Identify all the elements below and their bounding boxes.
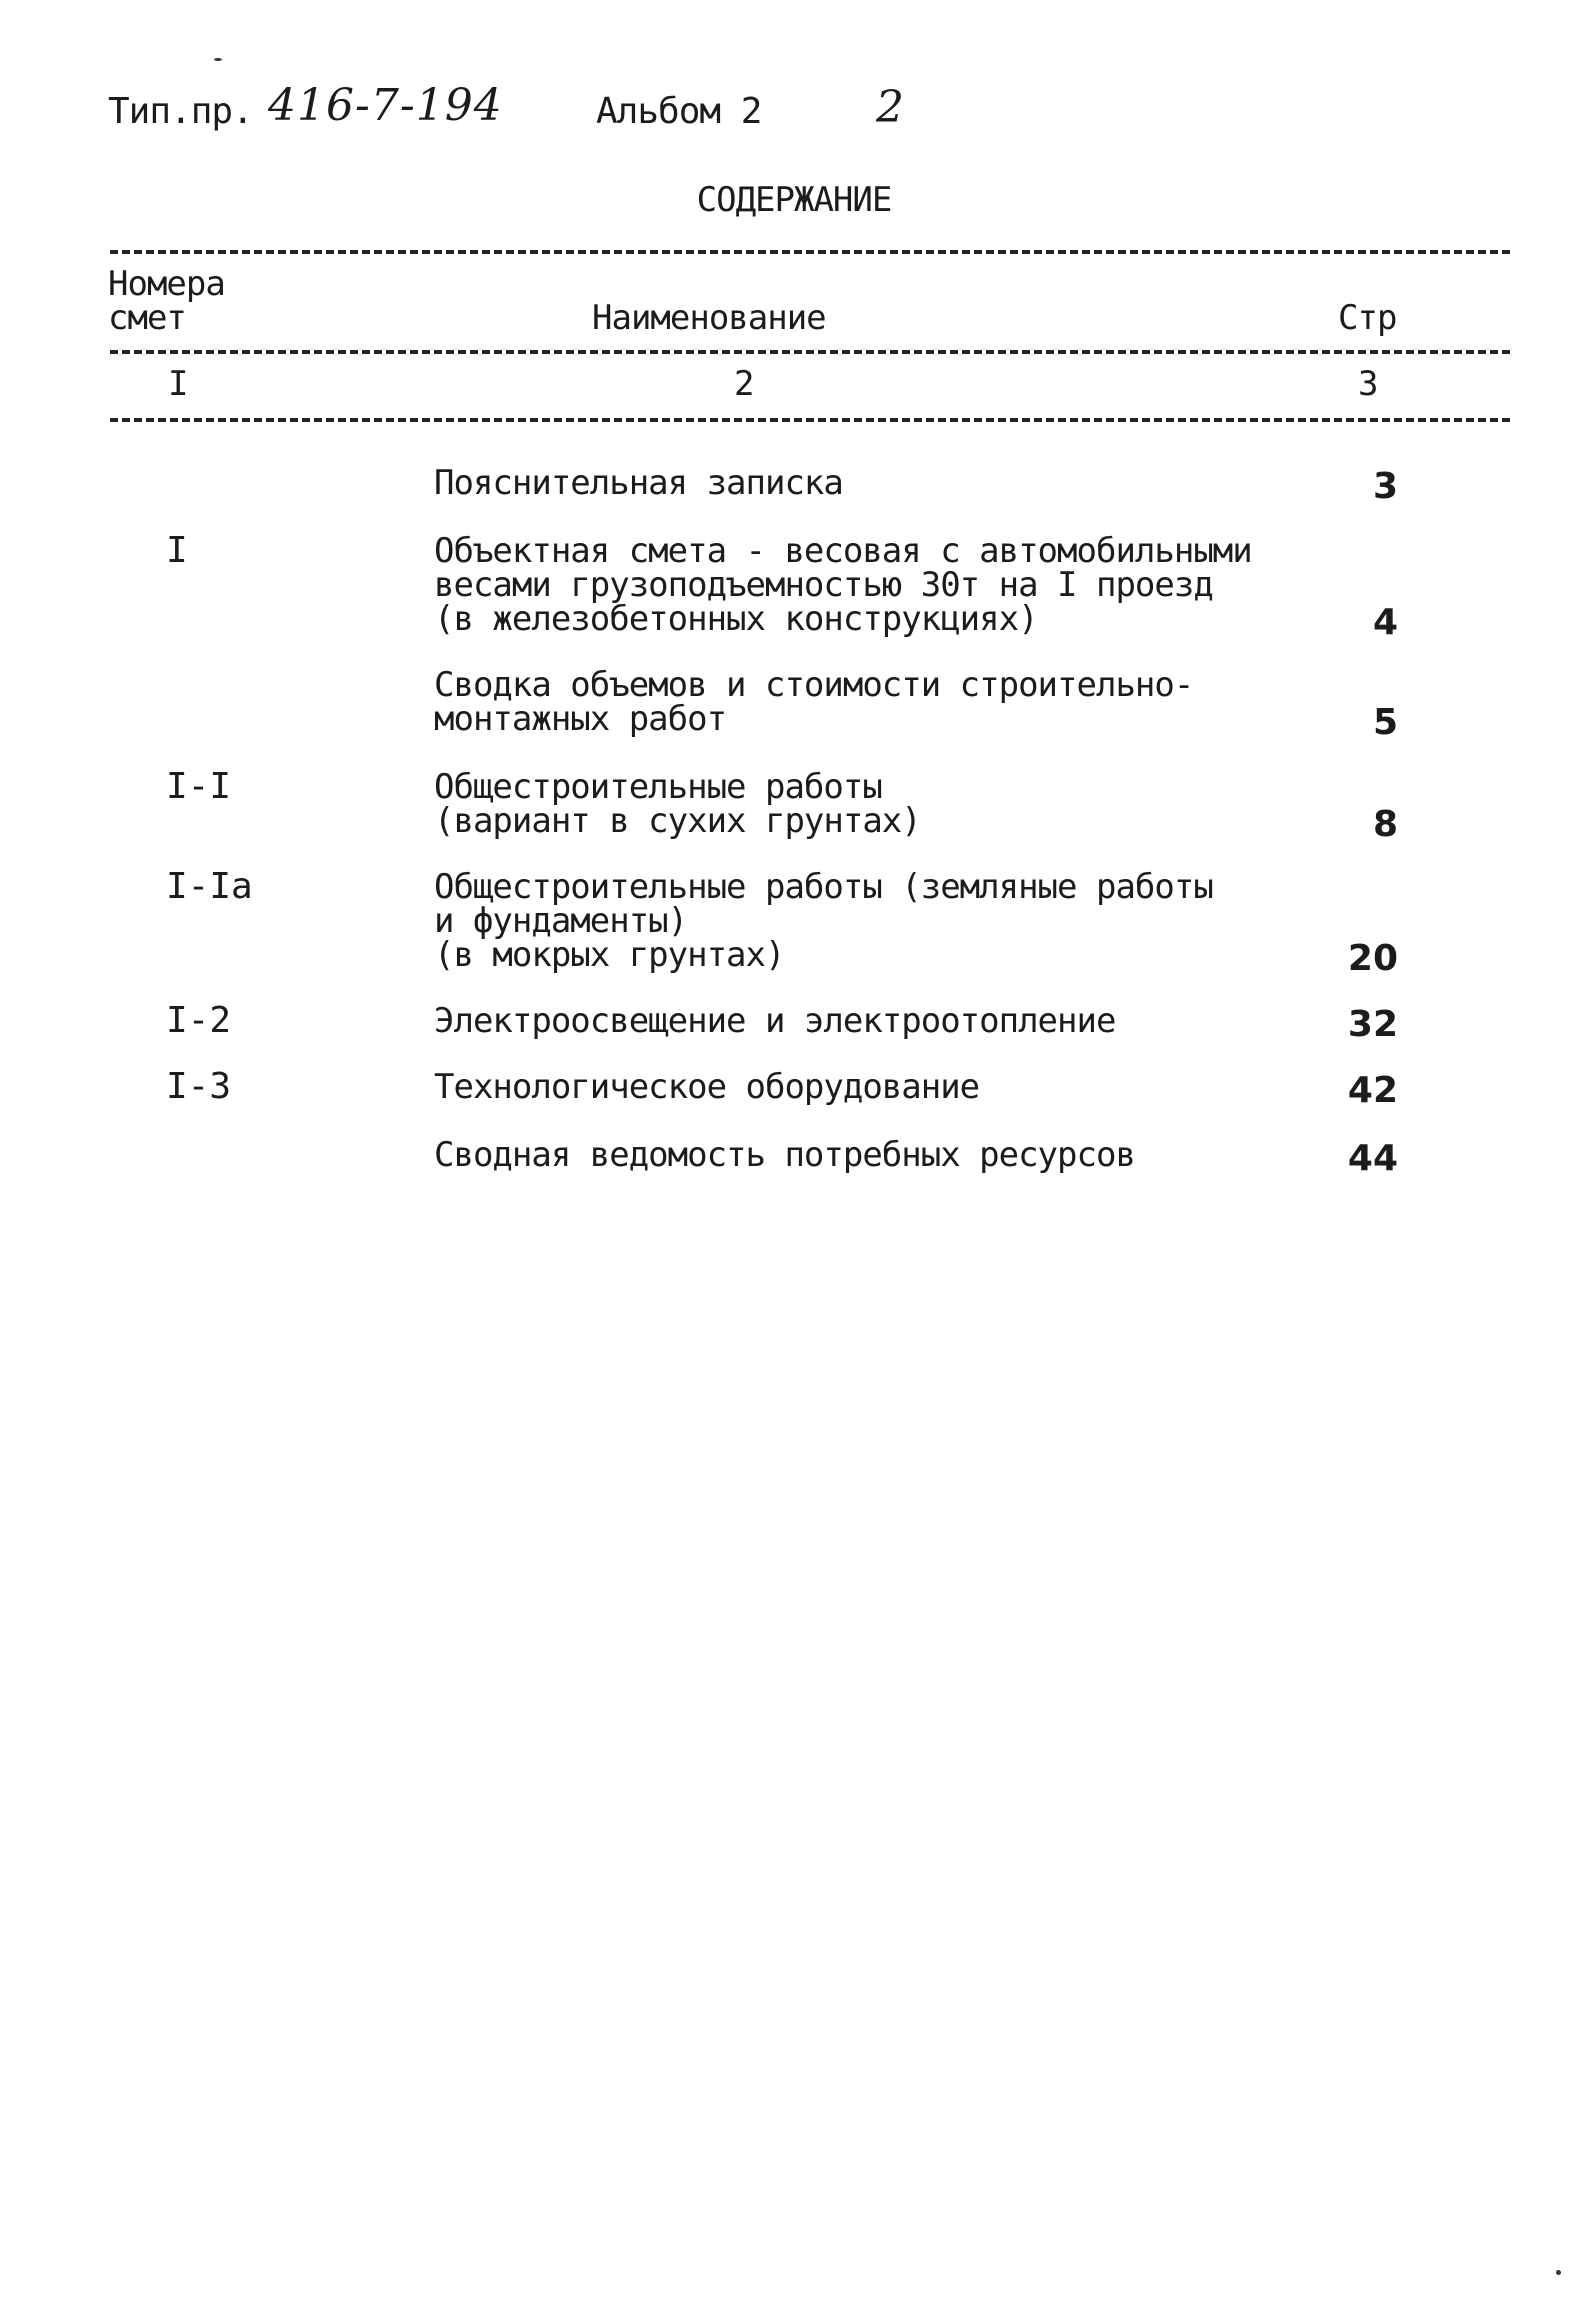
- page-title: СОДЕРЖАНИЕ: [696, 180, 892, 220]
- page-number: 2: [876, 82, 905, 133]
- toc-entry-name: [434, 1135, 1314, 1175]
- toc-entry-number: I-3: [166, 1066, 232, 1107]
- table-index-rule: [110, 418, 1510, 422]
- col-header-name: Наименование: [592, 298, 826, 338]
- toc-entry-number: I-Iа: [166, 866, 253, 907]
- toc-entry-name-line: Общестроительные работы (земляные работы: [434, 867, 1213, 907]
- toc-entry-page: 4: [1372, 602, 1398, 643]
- toc-entry-number: I-2: [166, 1000, 232, 1041]
- toc-entry-page: 8: [1372, 804, 1398, 845]
- toc-entry-number: I: [166, 530, 188, 571]
- toc-entry-name-line: Общестроительные работы: [434, 767, 882, 807]
- toc-entry-name: [434, 767, 1314, 841]
- toc-entry-name-line: Электроосвещение и электроотопление: [434, 1001, 1116, 1041]
- toc-entry-page: 5: [1372, 702, 1398, 743]
- toc-entry-page: 3: [1372, 466, 1398, 507]
- toc-entry-name-line: (в железобетонных конструкциях): [434, 599, 1038, 639]
- project-label: Тип.пр.: [108, 91, 253, 132]
- col-index-2: 2: [734, 364, 754, 404]
- toc-entry-name: [434, 867, 1314, 975]
- toc-entry-name-line: (в мокрых грунтах): [434, 935, 785, 975]
- toc-entry-name-line: и фундаменты): [434, 901, 688, 941]
- toc-entry-name: [434, 463, 1314, 503]
- col-index-3: 3: [1358, 364, 1378, 404]
- album-label: Альбом 2: [596, 91, 762, 132]
- toc-entry-name: [434, 1067, 1314, 1107]
- toc-entry-page: 20: [1347, 938, 1398, 979]
- toc-entry-name: [434, 531, 1314, 639]
- col-header-number-line1: Номера: [108, 264, 225, 304]
- toc-entry-page: 42: [1347, 1070, 1398, 1111]
- toc-entry-name-line: весами грузоподъемностью 30т на I проезд: [434, 565, 1213, 605]
- toc-entry-name-line: Сводка объемов и стоимости строительно-: [434, 665, 1194, 705]
- toc-entry-name: [434, 665, 1314, 739]
- table-header-rule: [110, 350, 1510, 354]
- toc-entry-name-line: Пояснительная записка: [434, 463, 843, 503]
- toc-entry-page: 32: [1347, 1004, 1398, 1045]
- scan-speck: [214, 58, 222, 61]
- toc-entry-name-line: монтажных работ: [434, 699, 727, 739]
- col-header-number-line2: смет: [108, 298, 186, 338]
- toc-entry-name-line: (вариант в сухих грунтах): [434, 801, 921, 841]
- project-number: 416-7-194: [268, 80, 503, 131]
- col-header-page: Стр: [1338, 298, 1397, 338]
- toc-entry-page: 44: [1347, 1138, 1398, 1179]
- toc-entry-name-line: Объектная смета - весовая с автомобильными: [434, 531, 1252, 571]
- table-top-rule: [110, 250, 1510, 254]
- scan-speck: [1556, 2270, 1561, 2275]
- toc-entry-name: [434, 1001, 1314, 1041]
- col-index-1: I: [168, 364, 188, 404]
- toc-entry-name-line: Технологическое оборудование: [434, 1067, 980, 1107]
- toc-entry-number: I-I: [166, 766, 232, 807]
- toc-entry-name-line: Сводная ведомость потребных ресурсов: [434, 1135, 1135, 1175]
